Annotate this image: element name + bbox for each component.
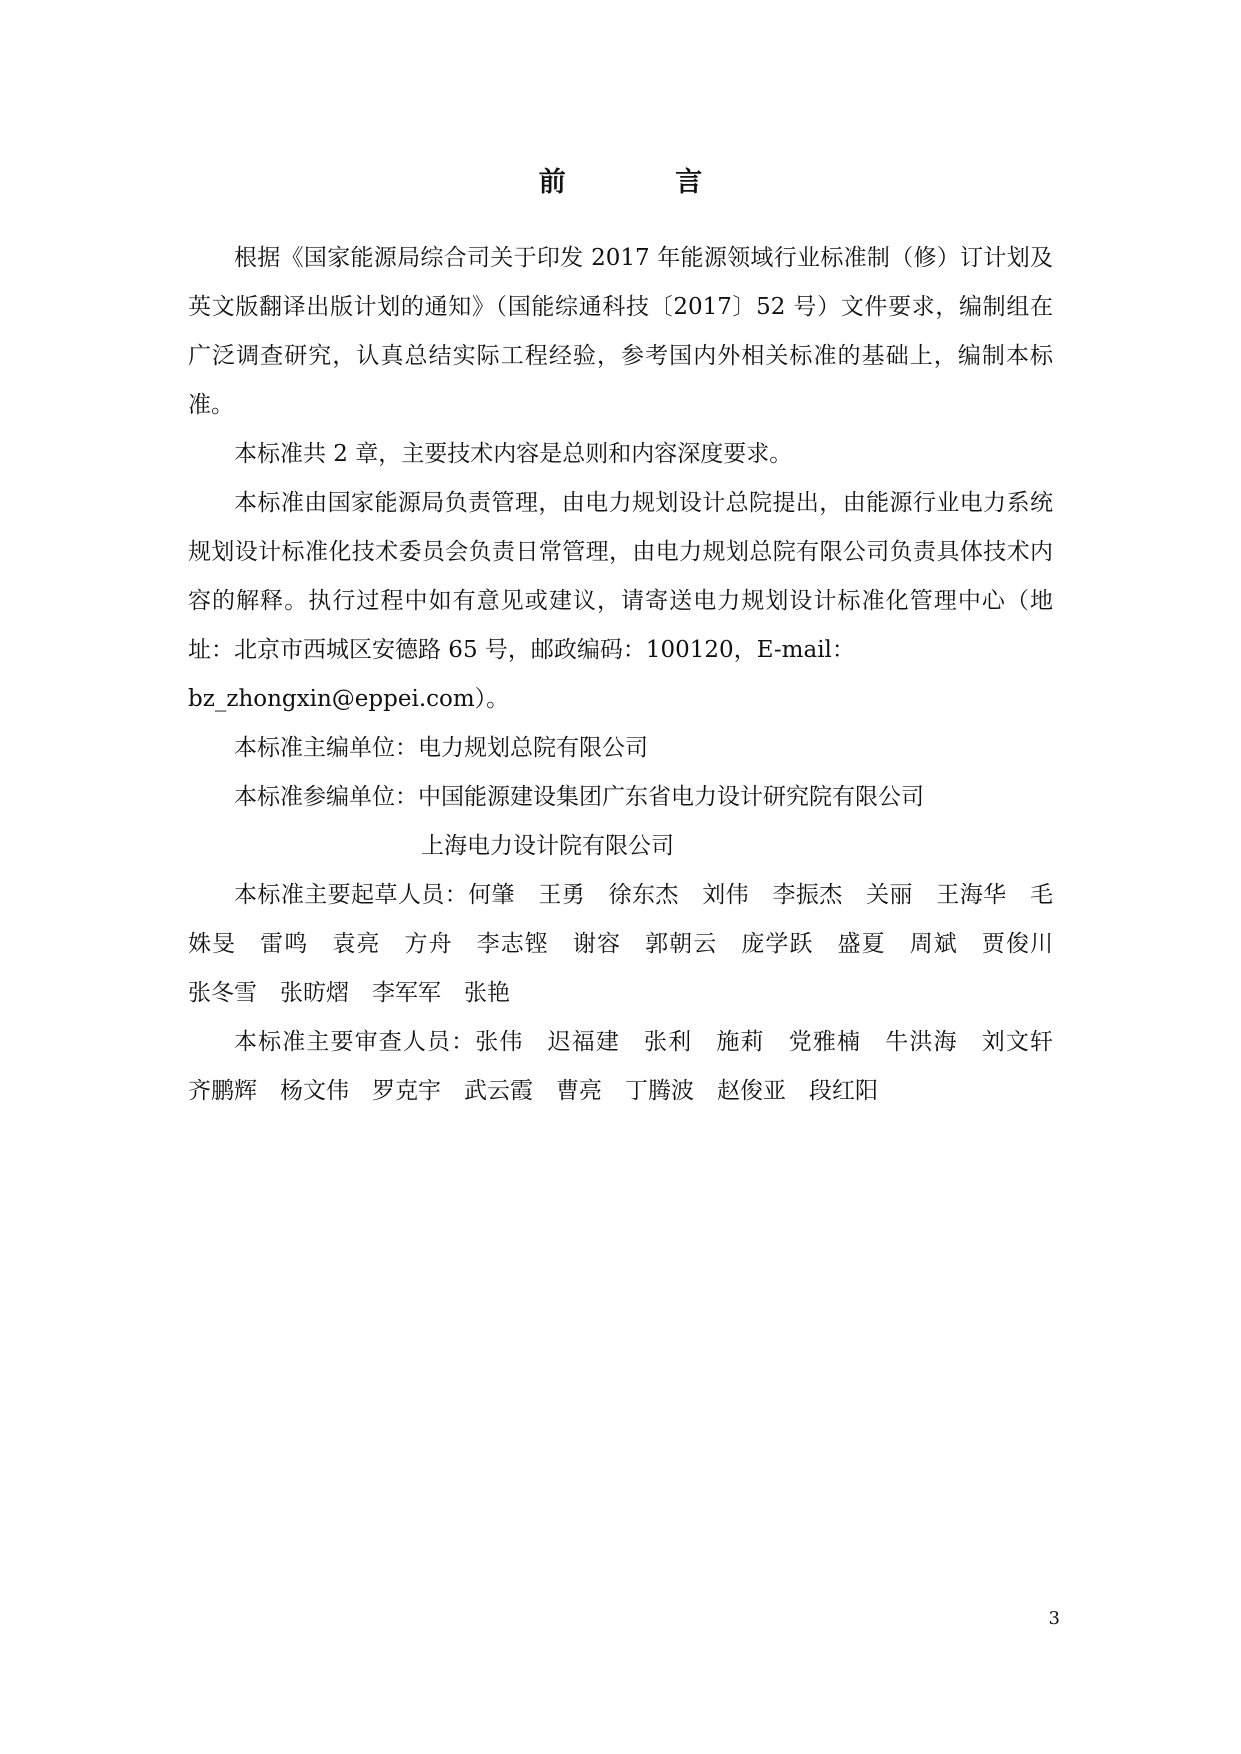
page-title: 前 言 [538,167,753,198]
paragraph-email: bz_zhongxin@eppei.com）。 [188,686,510,712]
paragraph-chapters: 本标准共 2 章，主要技术内容是总则和内容深度要求。 [234,441,793,467]
paragraph-chief-editor: 本标准主编单位：电力规划总院有限公司 [234,735,648,761]
paragraph-basis: 根据《国家能源局综合司关于印发 2017 年能源领域行业标准制（修）订计划及英文版翻译出版计划的通知》（国能综通科技〔2017〕52 号）文件要求，编制组在广泛调查研究，认真总结实际工程经验，参考国内外相关标准的基础上，编制本标准。 [188,245,1053,418]
paragraph-participating-units: 本标准参编单位：中国能源建设集团广东省电力设计研究院有限公司 [234,784,924,810]
paragraph-participating-units-continued: 上海电力设计院有限公司 [421,833,674,859]
paragraph-drafters: 本标准主要起草人员：何肇 王勇 徐东杰 刘伟 李振杰 关丽 王海华 毛姝旻 雷鸣 袁亮 方舟 李志铿 谢容 郭朝云 庞学跃 盛夏 周斌 贾俊川 张冬雪 张昉熠 李军军 张艳 [188,882,1076,1006]
document-body [188,234,1076,1116]
page-number: 3 [1048,1608,1060,1629]
paragraph-management: 本标准由国家能源局负责管理，由电力规划设计总院提出，由能源行业电力系统规划设计标准化技术委员会负责日常管理，由电力规划总院有限公司负责具体技术内容的解释。执行过程中如有意见或建议，请寄送电力规划设计标准化管理中心（地址：北京市西城区安德路 65 号，邮政编码：100120，E-mail： [188,490,1053,663]
paragraph-reviewers: 本标准主要审查人员：张伟 迟福建 张利 施莉 党雅楠 牛洪海 刘文轩 齐鹏辉 杨文伟 罗克宇 武云霞 曹亮 丁腾波 赵俊亚 段红阳 [188,1029,1076,1104]
